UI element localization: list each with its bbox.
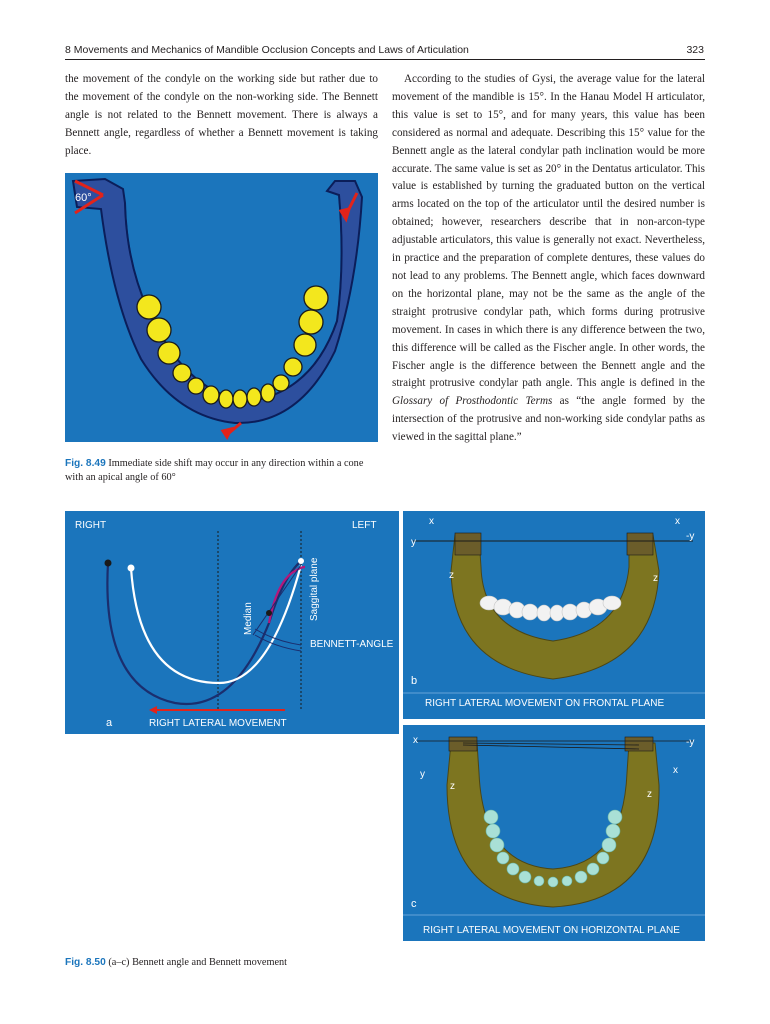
working-condyle-point [266,610,272,616]
sagittal-label: Saggital plane [309,557,320,621]
fig50b-movement-label: RIGHT LATERAL MOVEMENT ON FRONTAL PLANE [425,698,665,709]
fig50c-background [403,725,705,941]
fig49-caption-label: Fig. 8.49 [65,458,106,469]
fig50b-z-right: z [653,573,658,584]
running-header: 8 Movements and Mechanics of Mandible Occlusion Concepts and Laws of Articulation [65,44,469,56]
fig49-caption [65,457,378,485]
fig50c-horizontal-plane [403,725,705,941]
fig50c-x-right: x [673,765,678,776]
fig49-caption-text: Immediate side shift may occur in any direction within a cone with an apical angle of 60° [65,458,364,483]
fig50c-y: y [420,769,425,780]
right-paragraph [392,71,705,447]
fig50a-background [65,511,399,734]
fig50b-x-right: x [675,516,680,527]
dark-condyle-point [105,560,112,567]
fig50a-bennett-diagram [65,511,399,734]
incisor-1 [219,390,233,408]
fig50a-left-label: LEFT [352,520,377,531]
header-rule [65,59,705,60]
page-number: 323 [686,44,704,56]
canine-right [273,375,289,391]
fig50b-y: y [411,537,416,548]
median-label: Median [243,602,254,635]
incisor-2 [233,390,247,408]
molar-right-1 [299,310,323,334]
fig50a-letter: a [106,717,113,729]
fig49-mandible-illustration [65,173,378,442]
premolar-right-1 [284,358,302,376]
incisor-4 [261,384,275,402]
fig50b-neg-y: -y [686,531,695,542]
incisor-3 [247,388,261,406]
molar-right-2 [304,286,328,310]
fig50-caption-text: (a–c) Bennett angle and Bennett movement [108,957,288,968]
left-paragraph: the movement of the condyle on the working side but rather due to the movement of the condyle on the non-working side. The Bennett angle is not related to the Bennett movement. There is always a Bennett angle, regardless of whether a Bennett movement is taking place. [65,73,378,157]
molar-left-1 [137,295,161,319]
bennett-angle-label: BENNETT-ANGLE [310,639,394,650]
fig50c-letter: c [411,898,417,910]
angle-60-label: 60° [75,192,92,204]
fig50-caption [65,956,705,970]
fig50a-right-label: RIGHT [75,520,107,531]
fig50b-z-left: z [449,570,454,581]
fig50c-movement-label: RIGHT LATERAL MOVEMENT ON HORIZONTAL PLANE [423,925,680,936]
fig50b-x-left: x [429,516,434,527]
canine-left [203,386,219,404]
fig50c-z-right: z [647,789,652,800]
fig50a-movement-label: RIGHT LATERAL MOVEMENT [149,718,287,729]
premolar-right-2 [294,334,316,356]
fig50-caption-label: Fig. 8.50 [65,957,106,968]
right-paragraph-part2: as “the angle formed by the intersection of the protrusive and non-working side condylar paths as viewed in the sagittal plane.” [392,395,705,444]
fig50c-z-left: z [450,781,455,792]
sagittal-top-point [298,558,304,564]
glossary-title: Glossary of Prosthodontic Terms [392,395,553,408]
molar-left-2 [147,318,171,342]
fig50c-neg-y: -y [686,737,695,748]
premolar-left-1 [173,364,191,382]
fig50c-x-left: x [413,735,418,746]
fig50b-letter: b [411,675,418,687]
molar-left-3 [158,342,180,364]
premolar-left-2 [188,378,204,394]
white-condyle-point [128,565,135,572]
right-paragraph-part1: According to the studies of Gysi, the average value for the lateral movement of the mandible is 15°. In the Hanau Model H articulator, this value is set to 15°, and for many years, this value has been considered as normal and adequate. Describing this 15° value for the Bennett angle as the lateral condylar path inclination would be more accurate. The same value is set as 20° in the Dentatus articulator. This value is established by turning the graduated button on the vertical arms located on the top of the articulator until the desired number is obtained; however, researchers describe that in non-arcon-type adjustable articulators, this value is generally not exact. Nevertheless, in practice and the preparation of complete dentures, these values do not lead to any problems. The Bennett angle, which faces downward on the horizontal plane, may not be the same as the angle of the straight protrusive condylar path, which forms during protrusive movement. In cases in which there is any difference between the two, this difference will be called as the Fischer angle. In other words, the Fischer angle is the difference between the Bennett angle and the straight protrusive condylar path angle. This angle is defined in the [392,73,705,390]
fig50b-frontal-plane [403,511,705,719]
